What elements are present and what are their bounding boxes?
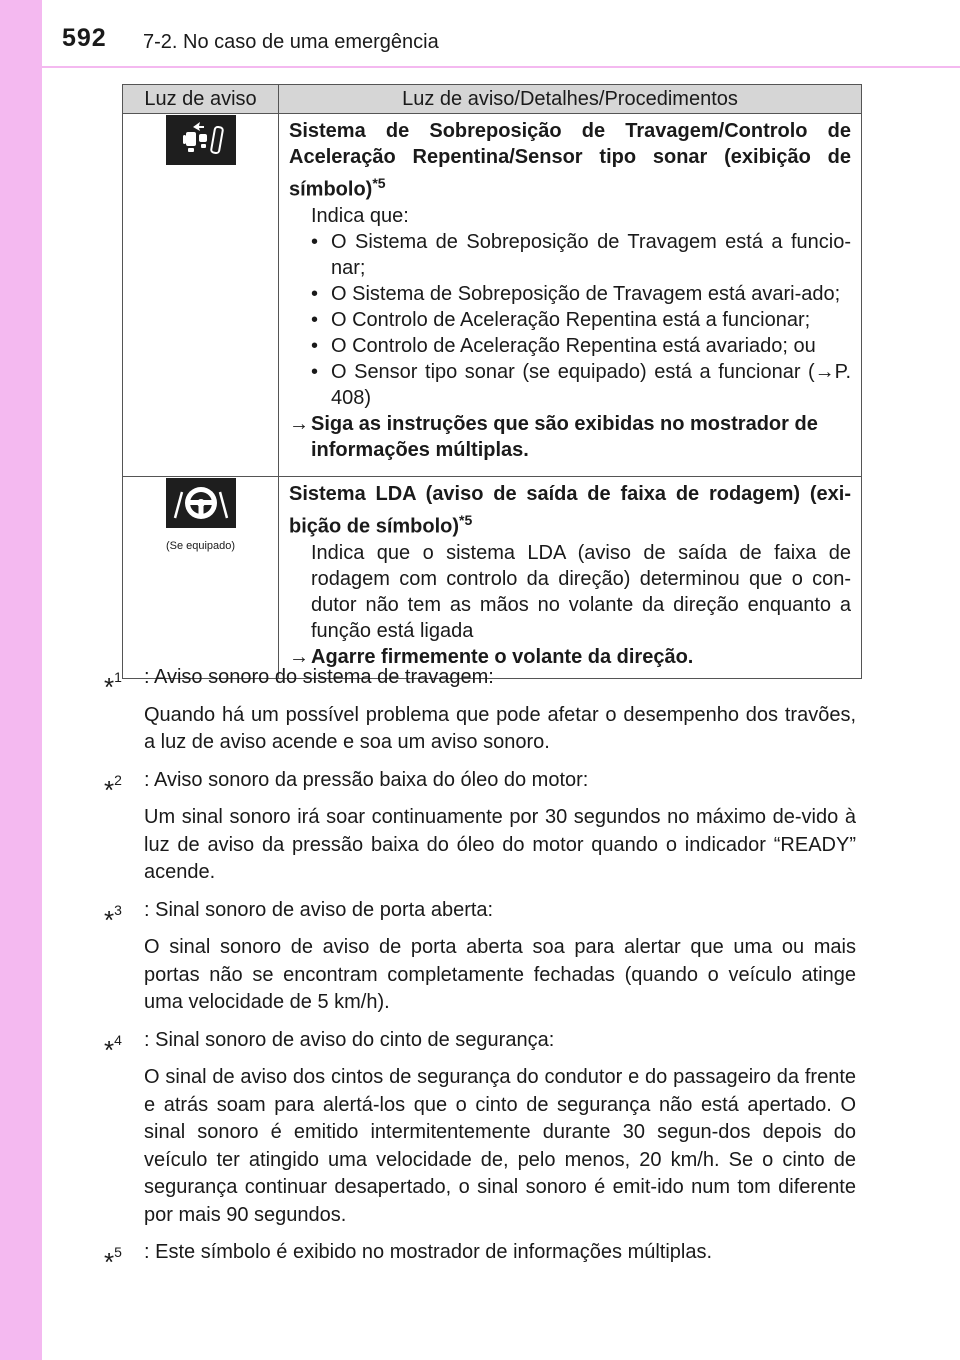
footnote-mark: * (104, 904, 115, 935)
footnote-title: : Este símbolo é exibido no mostrador de informações múltiplas. (144, 1241, 713, 1263)
description-cell (279, 477, 862, 679)
footnote-number: 4 (114, 1031, 122, 1048)
footnote-number: 1 (114, 669, 122, 685)
action-instruction: → Siga as instruções que são exibidas no mostrador de informações múltiplas. (289, 412, 818, 461)
footnote-body: O sinal sonoro de aviso de porta aberta soa para alertar que uma ou mais portas não se encontram completamente fechadas (quando o veículo atinge uma velocidade de 5 km/h). (144, 936, 856, 1013)
footnote-title: : Sinal sonoro de aviso do cinto de segurança: (144, 1028, 555, 1051)
footnote-number: 3 (114, 901, 122, 918)
footnote-title: : Sinal sonoro de aviso de porta aberta: (144, 898, 494, 921)
column-header-light: Luz de aviso (123, 85, 279, 114)
icon-caption: (Se equipado) (165, 540, 236, 552)
footnote-mark: * (104, 1034, 115, 1065)
footnote-title: : Aviso sonoro da pressão baixa do óleo do motor: (144, 768, 589, 791)
brake-override-sonar-icon (166, 115, 236, 165)
footnote-ref: *5 (459, 512, 473, 528)
footnote (104, 1239, 856, 1277)
footnote-mark: * (104, 774, 115, 805)
footnote-body: Um sinal sonoro irá soar continuamente por 30 segundos no máximo de-vido à luz de aviso da pressão baixa do óleo do motor quando o indicador “READY” acende. (144, 806, 856, 883)
footnote-number: 2 (114, 771, 122, 788)
description-cell (279, 114, 862, 477)
item-title: Sistema de Sobreposição de Travagem/Controlo de Aceleração Repentina/Sensor tipo sonar (exibição de símbolo)$^{*5}$ (289, 120, 851, 201)
footnote (104, 664, 856, 757)
warning-table (122, 84, 862, 679)
side-band (0, 0, 42, 1360)
footnote-body: Quando há um possível problema que pode afetar o desempenho dos travões, a luz de aviso acende e soa um aviso sonoro. (144, 703, 856, 753)
table-header-row (123, 85, 862, 114)
page-number: 592 (62, 24, 107, 52)
footnote-title: : Aviso sonoro do sistema de travagem: (144, 666, 494, 688)
table-row (123, 477, 862, 679)
intro-text: Indica que: (311, 204, 409, 227)
lda-steering-wheel-icon (166, 478, 236, 528)
footnote (104, 1027, 856, 1230)
footnote (104, 897, 856, 1017)
section-title: 7-2. No caso de uma emergência (143, 31, 439, 53)
icon-cell (123, 114, 279, 477)
body-text: Indica que o sistema LDA (aviso de saída de faixa de rodagem com controlo da direção) determinou que o con-dutor não tem as mãos no volante da direção enquanto a função está ligada (311, 541, 851, 642)
list-item: • O Sistema de Sobreposição de Travagem está a funcio-nar; (311, 230, 851, 279)
table-row (123, 114, 862, 477)
footnote-number: 5 (114, 1244, 122, 1260)
list-item: • O Sensor tipo sonar (se equipado) está a funcionar (→P. 408) (311, 360, 851, 409)
list-item: • O Controlo de Aceleração Repentina está avariado; ou (311, 334, 816, 357)
footnote (104, 767, 856, 887)
list-item: • O Controlo de Aceleração Repentina está a funcionar; (311, 308, 811, 331)
list-item: • O Sistema de Sobreposição de Travagem está avari-ado; (311, 282, 841, 305)
footnotes (104, 664, 856, 1287)
footnote-mark: * (104, 672, 115, 702)
footnote-ref: *5 (372, 175, 386, 191)
column-header-details: Luz de aviso/Detalhes/Procedimentos (279, 85, 862, 114)
action-instruction: → Agarre firmemente o volante da direção. (289, 645, 694, 668)
icon-cell (123, 477, 279, 679)
footnote-body: O sinal de aviso dos cintos de segurança do condutor e do passageiro da frente e atrás soam para alertá-los que o cinto de segurança não está apertado. O sinal sonoro é emitido intermitentemente durante 30 segun-dos depois do veículo ter atingido uma velocidade de, pelo menos, 20 km/h. Se o cinto de segurança continuar desapertado, o sinal sonoro é emit-ido num tom diferente por mais 90 segundos. (144, 1066, 856, 1226)
header-rule (42, 66, 960, 68)
item-title: Sistema LDA (aviso de saída de faixa de rodagem) (exi-bição de símbolo)$^{*5}$ (289, 483, 851, 538)
footnote-mark: * (104, 1247, 115, 1277)
